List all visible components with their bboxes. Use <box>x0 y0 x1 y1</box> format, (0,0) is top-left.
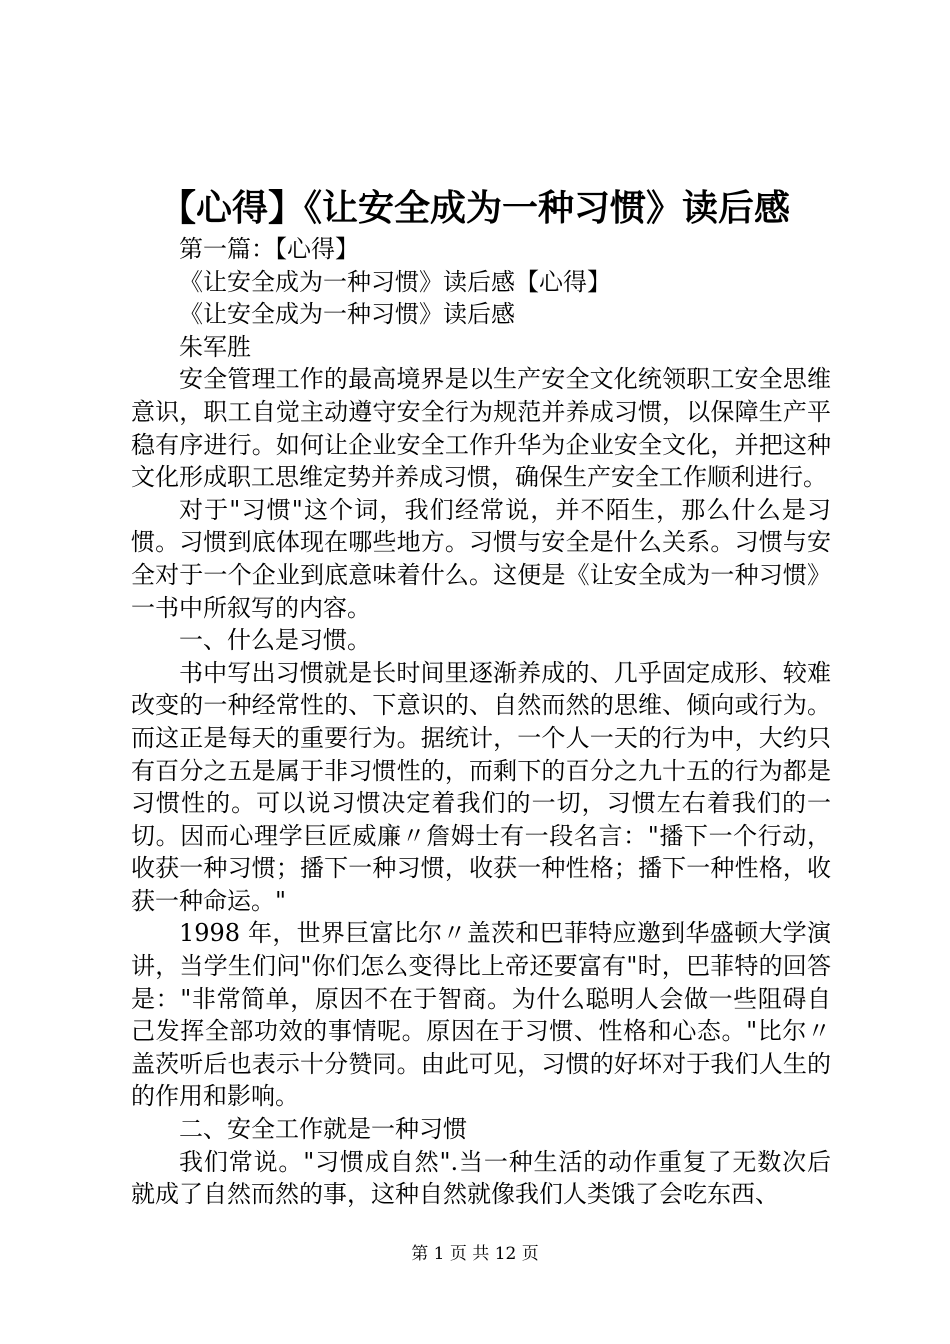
author-name: 朱军胜 <box>179 332 251 361</box>
section-heading-part-one: 第一篇：【心得】 <box>179 235 359 263</box>
section-heading: 二、安全工作就是一种习惯 <box>179 1115 467 1144</box>
body-paragraph: 书中写出习惯就是长时间里逐渐养成的、几乎固定成形、较难改变的一种经常性的、下意识的、自然而然的思维、倾向或行为。而这正是每天的重要行为。据统计，一个人一天的行为中，大约只有百分之五是属于非习惯性的，而剩下的百分之九十五的行为都是习惯性的。可以说习惯决定着我们的一切，习惯左右着我们的一切。因而心理学巨匠威廉〃詹姆士有一段名言："播下一个行动，收获一种习惯；播下一种习惯，收获一种性格；播下一种性格，收获一种命运。" <box>131 658 831 915</box>
page-footer: 第 1 页 共 12 页 <box>411 1244 539 1264</box>
body-paragraph: 对于"习惯"这个词，我们经常说，并不陌生，那么什么是习惯。习惯到底体现在哪些地方。习惯与安全是什么关系。习惯与安全对于一个企业到底意味着什么。这便是《让安全成为一种习惯》一书中所叙写的内容。 <box>131 495 831 622</box>
body-paragraph: 安全管理工作的最高境界是以生产安全文化统领职工安全思维意识，职工自觉主动遵守安全行为规范并养成习惯，以保障生产平稳有序进行。如何让企业安全工作升华为企业安全文化，并把这种文化形成职工思维定势并养成习惯，确保生产安全工作顺利进行。 <box>131 365 831 492</box>
body-paragraph: 1998 年，世界巨富比尔〃盖茨和巴菲特应邀到华盛顿大学演讲，当学生们问"你们怎么变得比上帝还要富有"时，巴菲特的回答是："非常简单，原因不在于智商。为什么聪明人会做一些阻碍自己发挥全部功效的事情呢。原因在于习惯、性格和心态。"比尔〃盖茨听后也表示十分赞同。由此可见，习惯的好坏对于我们人生的的作用和影响。 <box>131 919 831 1111</box>
subtitle-line: 《让安全成为一种习惯》读后感【心得】 <box>179 267 611 296</box>
body-paragraph: 我们常说。"习惯成自然".当一种生活的动作重复了无数次后就成了自然而然的事，这种自然就像我们人类饿了会吃东西、 <box>131 1147 831 1209</box>
document-title: 【心得】《让安全成为一种习惯》读后感 <box>159 187 790 229</box>
section-heading: 一、什么是习惯。 <box>179 626 371 655</box>
book-title-line: 《让安全成为一种习惯》读后感 <box>179 300 515 329</box>
document-body <box>131 233 831 1211</box>
